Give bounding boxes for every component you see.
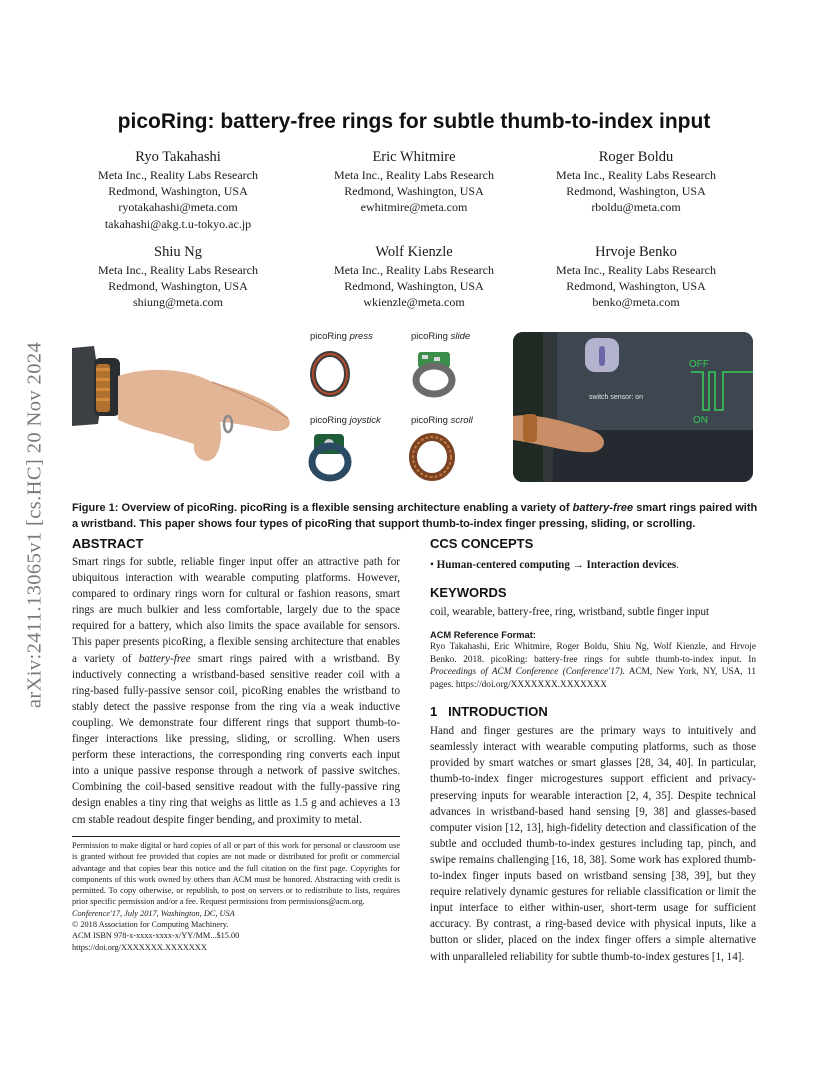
acm-ref-heading: ACM Reference Format: <box>430 630 536 641</box>
abstract-text: smart rings paired with a wristband. By inductively connecting a wristband-based sensitive reader coil with a ring-based fully-passive sensor coil, picoRing enables the wristband to stably detect the passive response from the ring via a weak inductive coupling. We demonstrate four different rings that support thumb-to-finger interactions like pressing, sliding, or scrolling. When users perform these interactions, the corresponding ring converts each input into a unique passive response through a network of passive switches. Combining the coil-based sensitive readout with the fully-passive ring design enables a tiny ring that weighs as little as 1.5 g and achieves a 13 cm stable readout despite finger bending, and proximity to metal. <box>72 652 400 826</box>
author-affiliation: Meta Inc., Reality Labs Research <box>98 168 258 182</box>
author-location: Redmond, Washington, USA <box>108 184 248 199</box>
mode-text: scroll <box>450 415 473 426</box>
author-name: Ryo Takahashi <box>135 149 221 165</box>
permission-text: Permission to make digital or hard copies of all or part of this work for personal or classroom use is granted without fee provided that copies are not made or distributed for profit or commercial advantage and that copies bear this notice and the full citation on the first page. Copyrights for components of this work owned by others than ACM must be honored. Abstracting with credit is permitted. To copy otherwise, or republish, to post on servers or to redistribute to lists, requires prior specific permission and/or a fee. Request permissions from permissions@acm.org. <box>72 841 400 907</box>
abstract-heading: ABSTRACT <box>72 536 144 551</box>
author-email[interactable]: takahashi@akg.t.u-tokyo.ac.jp <box>104 216 252 231</box>
author-block <box>58 147 298 232</box>
paper-title: picoRing: battery-free rings for subtle thumb-to-index input <box>117 110 711 133</box>
ring-scroll-photo <box>408 432 466 482</box>
author-name: Wolf Kienzle <box>375 244 453 260</box>
keywords-text: coil, wearable, battery-free, ring, wristband, subtle finger input <box>430 606 710 619</box>
abstract-emphasis: battery-free <box>138 652 191 665</box>
author-location: Redmond, Washington, USA <box>566 184 706 199</box>
intro-text: Hand and finger gestures are the primary ways to intuitively and seamlessly interact with wearable computing platforms, such as those provided by smart watches or smart glasses [28, 34, 40]. In particular, thumb-to-index finger microgestures support efficient and privacy-preserving inputs for wearable interaction [2, 4, 35]. Despite technical advances in wristband-based hand sensing [9, 38] and glasses-based computer vision [12, 13], high-fidelity detection and classification of the subtle and occluded thumb-to-index gestures including tap, pinch, and swipe remains challenging [16, 18, 38]. Some work has explored thumb-to-index finger inputs based on wristband sensing [38, 39], but they require relatively dynamic gestures for reliable classification or limit the input interface to either within-user, short-term usage for sufficient accuracy. By contrast, a ring-based device with physical inputs, like a button or slider, placed on the index finger offers a simple alternative with unparalleled reliability for subtle thumb-to-index gestures [1, 14]. <box>430 725 756 963</box>
permission-footnote <box>72 836 400 953</box>
caption-emphasis: battery-free <box>572 502 634 514</box>
author-block <box>294 242 534 311</box>
copyright-line: © 2018 Association for Computing Machinery. <box>72 920 229 930</box>
caption-text: smart rings paired with a wristband. This paper shows four types of picoRing that support thumb-to-index finger pressing, sliding, or scrolling. <box>72 502 758 530</box>
figure-demo-photo <box>513 332 753 482</box>
author-email[interactable]: shiung@meta.com <box>132 295 224 310</box>
author-affiliation: Meta Inc., Reality Labs Research <box>334 168 494 182</box>
ccs-heading: CCS CONCEPTS <box>430 536 534 551</box>
abstract-body <box>72 554 400 828</box>
author-location: Redmond, Washington, USA <box>566 279 706 294</box>
author-location: Redmond, Washington, USA <box>344 184 484 199</box>
author-name: Hrvoje Benko <box>595 244 677 260</box>
author-email[interactable]: rboldu@meta.com <box>591 200 681 215</box>
intro-title: INTRODUCTION <box>448 704 548 720</box>
ccs-item <box>430 557 756 573</box>
author-location: Redmond, Washington, USA <box>344 279 484 294</box>
acm-ref-body <box>430 641 756 691</box>
intro-heading <box>430 704 756 719</box>
author-email[interactable]: benko@meta.com <box>592 295 680 310</box>
author-block <box>516 242 756 311</box>
author-email[interactable]: wkienzle@meta.com <box>363 295 465 310</box>
brand-text: picoRing <box>411 331 448 342</box>
panel-label-scroll <box>411 415 473 426</box>
figure-hand-photo <box>72 338 294 478</box>
panel-label-joystick <box>310 415 381 426</box>
panel-label-slide <box>411 331 470 342</box>
author-affiliation: Meta Inc., Reality Labs Research <box>98 263 258 277</box>
figure-caption <box>72 500 758 532</box>
author-name: Roger Boldu <box>598 149 674 165</box>
acm-ref-emphasis: Proceedings of ACM Conference (Conference'17). <box>430 667 625 678</box>
demo-on-label: ON <box>693 415 708 426</box>
arxiv-stamp <box>14 290 56 760</box>
brand-text: picoRing <box>411 415 448 426</box>
right-column <box>430 536 756 965</box>
ring-press-photo <box>306 350 362 398</box>
demo-sensor-text: switch sensor: on <box>589 394 644 401</box>
author-affiliation: Meta Inc., Reality Labs Research <box>556 168 716 182</box>
conference-line: Conference'17, July 2017, Washington, DC, USA <box>72 908 235 918</box>
mode-text: joystick <box>349 415 381 426</box>
intro-number: 1 <box>430 704 438 720</box>
brand-text: picoRing <box>310 331 347 342</box>
mode-text: slide <box>450 331 471 342</box>
ccs-bullet: • <box>430 559 434 571</box>
author-block <box>58 242 298 311</box>
abstract-text: Smart rings for subtle, reliable finger input offer an attractive path for ubiquitous interaction with wearable computing platforms. However, compared to ordinary rings worn for cultural or fashion reasons, smart rings are much bulkier and less comfortable, largely due to the space required for a battery, which also limits the space available for sensors. This paper presents picoRing, a flexible sensing architecture that enables a variety of <box>72 556 400 665</box>
arxiv-stamp-text: arXiv:2411.13065v1 [cs.HC] 20 Nov 2024 <box>23 341 46 709</box>
author-email[interactable]: ewhitmire@meta.com <box>360 200 468 215</box>
acm-ref-text: Ryo Takahashi, Eric Whitmire, Roger Boldu, Shiu Ng, Wolf Kienzle, and Hrvoje Benko. 2018. picoRing: battery-free rings for subtle thumb-to-index input. In <box>430 642 756 665</box>
panel-label-press <box>310 331 373 342</box>
author-name: Shiu Ng <box>154 244 202 260</box>
author-affiliation: Meta Inc., Reality Labs Research <box>556 263 716 277</box>
ring-joystick-photo <box>306 432 364 482</box>
ring-slide-photo <box>408 348 468 398</box>
author-email[interactable]: ryotakahashi@meta.com <box>118 200 238 215</box>
demo-off-label: OFF <box>689 359 709 370</box>
author-affiliation: Meta Inc., Reality Labs Research <box>334 263 494 277</box>
author-block <box>516 147 756 216</box>
footnote-rule <box>72 836 400 837</box>
author-name: Eric Whitmire <box>372 149 456 165</box>
brand-text: picoRing <box>310 415 347 426</box>
ccs-period: . <box>676 559 679 571</box>
caption-text: Figure 1: Overview of picoRing. picoRing is a flexible sensing architecture enabling a variety of <box>72 502 573 514</box>
isbn-line: ACM ISBN 978-x-xxxx-xxxx-x/YY/MM...$15.00 <box>72 931 240 941</box>
author-location: Redmond, Washington, USA <box>108 279 248 294</box>
acm-ref-text: ACM, New York, NY, USA, 11 pages. https://doi.org/XXXXXXX.XXXXXXX <box>430 667 756 690</box>
mode-text: press <box>349 331 373 342</box>
abstract-section <box>72 536 400 828</box>
demo-scene <box>513 332 753 482</box>
author-block <box>294 147 534 216</box>
ccs-concept: Human-centered computing → Interaction devices <box>436 559 677 571</box>
doi-link[interactable]: https://doi.org/XXXXXXX.XXXXXXX <box>72 942 207 952</box>
keywords-heading: KEYWORDS <box>430 585 507 601</box>
